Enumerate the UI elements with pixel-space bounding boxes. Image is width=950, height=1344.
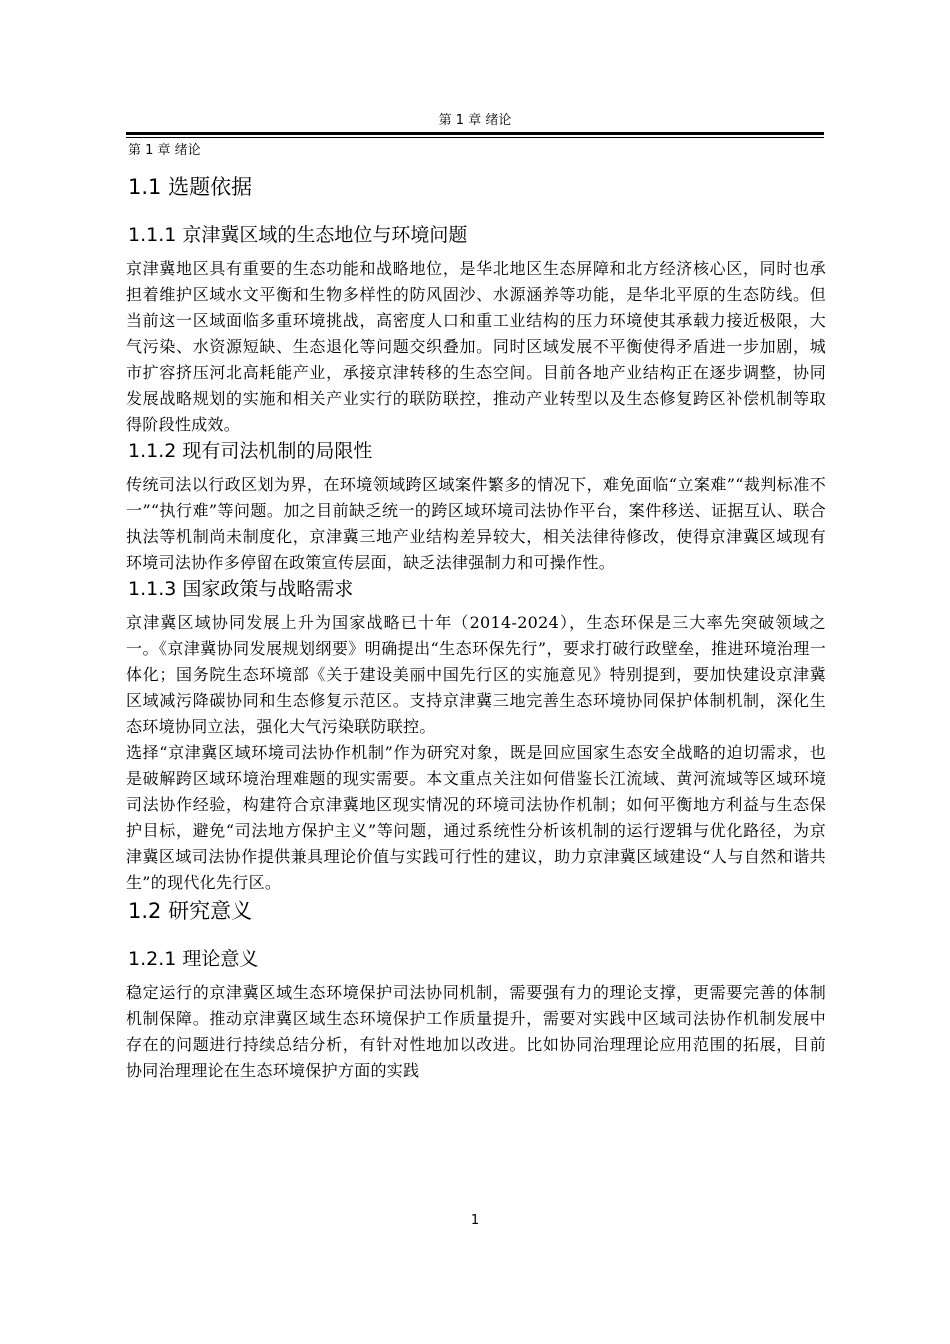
subsection-heading-1-2-1: 1.2.1 理论意义 [128,948,259,970]
paragraph: 京津冀地区具有重要的生态功能和战略地位，是华北地区生态屏障和北方经济核心区，同时也承担着维护区域水文平衡和生物多样性的防风固沙、水源涵养等功能，是华北平原的生态防线。但当前这一区域面临多重环境挑战，高密度人口和重工业结构的压力环境使其承载力接近极限，大气污染、水资源短缺、生态退化等问题交织叠加。同时区域发展不平衡使得矛盾进一步加剧，城市扩容挤压河北高耗能产业，承接京津转移的生态空间。目前各地产业结构正在逐步调整，协同发展战略规划的实施和相关产业实行的联防联控，推动产业转型以及生态修复跨区补偿机制等取得阶段性成效。 [126,259,826,434]
paragraph: 选择“京津冀区域环境司法协作机制”作为研究对象，既是回应国家生态安全战略的迫切需求，也是破解跨区域环境治理难题的现实需要。本文重点关注如何借鉴长江流域、黄河流域等区域环境司法协作经验，构建符合京津冀地区现实情况的环境司法协作机制；如何平衡地方利益与生态保护目标，避免“司法地方保护主义”等问题，通过系统性分析该机制的运行逻辑与优化路径，为京津冀区域司法协作提供兼具理论价值与实践可行性的建议，助力京津冀区域建设“人与自然和谐共生”的现代化先行区。 [126,743,826,892]
body-content [126,172,826,1084]
subsection-heading-1-1-2: 1.1.2 现有司法机制的局限性 [128,440,373,462]
section-heading-1-1: 1.1 选题依据 [128,175,253,199]
page-number: 1 [470,1213,480,1228]
running-header: 第 1 章 绪论 [438,113,512,128]
subsection-heading-1-1-1: 1.1.1 京津冀区域的生态地位与环境问题 [128,224,468,246]
paragraph: 稳定运行的京津冀区域生态环境保护司法协同机制，需要强有力的理论支撑，更需要完善的体制机制保障。推动京津冀区域生态环境保护工作质量提升，需要对实践中区域司法协作机制发展中存在的问题进行持续总结分析，有针对性地加以改进。比如协同治理理论应用范围的拓展，目前协同治理理论在生态环境保护方面的实践 [126,983,826,1080]
paragraph: 传统司法以行政区划为界，在环境领域跨区域案件繁多的情况下，难免面临“立案难”“裁判标准不一”“执行难”等问题。加之目前缺乏统一的跨区域环境司法协作平台，案件移送、证据互认、联合执法等机制尚未制度化，京津冀三地产业结构差异较大，相关法律待修改，使得京津冀区域现有环境司法协作多停留在政策宣传层面，缺乏法律强制力和可操作性。 [126,475,826,572]
subsection-heading-1-1-3: 1.1.3 国家政策与战略需求 [128,578,354,600]
header-rule-thin [126,137,824,138]
section-heading-1-2: 1.2 研究意义 [128,899,253,923]
chapter-tag: 第 1 章 绪论 [128,143,201,158]
header-rule-thick [126,132,824,135]
paragraph: 京津冀区域协同发展上升为国家战略已十年（2014-2024），生态环保是三大率先突破领域之一。《京津冀协同发展规划纲要》明确提出“生态环保先行”，要求打破行政壁垒，推进环境治理一体化；国务院生态环境部《关于建设美丽中国先行区的实施意见》特别提到，要加快建设京津冀区域减污降碳协同和生态修复示范区。支持京津冀三地完善生态环境协同保护体制机制，深化生态环境协同立法，强化大气污染联防联控。 [126,613,826,736]
